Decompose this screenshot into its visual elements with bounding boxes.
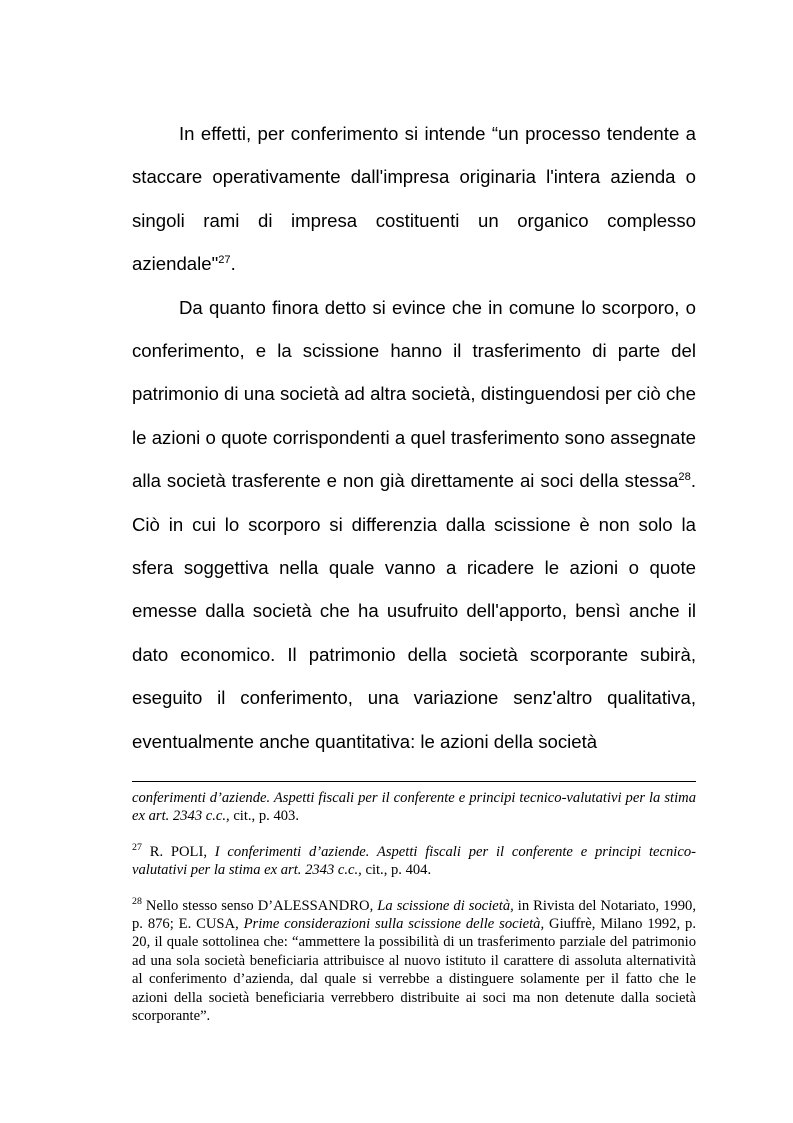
footnote-number: 27 <box>132 841 142 853</box>
footnote-27: $^{27}$ R. POLI, I conferimenti d’aziende. Aspetti fiscali per il conferente e principi tecnico-valutativi per la stima ex art. 2343 c.c., cit., p. 404. <box>132 841 696 879</box>
footnote-continued: conferimenti d’aziende. Aspetti fiscali per il conferente e principi tecnico-valutativi per la stima ex art. 2343 c.c., cit., p. 403. <box>132 790 696 825</box>
paragraph-1: In effetti, per conferimento si intende “un processo tendente a staccare operativamente dall'impresa originaria l'intera azienda o singoli rami di impresa costituenti un organico complesso aziendale"$^{27}$. <box>132 123 696 275</box>
main-text <box>132 112 696 763</box>
footnote-separator <box>132 781 696 782</box>
footnotes <box>132 789 696 1025</box>
footnote-28: $^{28}$ Nello stesso senso D’ALESSANDRO, La scissione di società, in Rivista del Notariato, 1990, p. 876; E. CUSA, Prime considerazioni sulla scissione delle società, Giuffrè, Milano 1992, p. 20, il quale sottolinea che: “ammettere la possibilità di un trasferimento parziale del patrimonio ad una sola società beneficiaria attribuisce al nuovo istituto il carattere di assoluta alternatività al conferimento d’azienda, dal quale si verrebbe a distinguere solamente per il fatto che le azioni della società beneficiaria verrebbero distribuite ai soci ma non detenute dalla società scorporante”. <box>132 895 697 1025</box>
footnote-ref-27: 27 <box>218 254 231 267</box>
footnote-number: 28 <box>132 895 142 907</box>
paragraph-2: Da quanto finora detto si evince che in comune lo scorporo, o conferimento, e la scissione hanno il trasferimento di parte del patrimonio di una società ad altra società, distinguendosi per ciò che le azioni o quote corrispondenti a quel trasferimento sono assegnate alla società trasferente e non già direttamente ai soci della stessa$^{28}$. Ciò in cui lo scorporo si differenzia dalla scissione è non solo la sfera soggettiva nella quale vanno a ricadere le azioni o quote emesse dalla società che ha usufruito dell'apporto, bensì anche il dato economico. Il patrimonio della società scorporante subirà, eseguito il conferimento, una variazione senz'altro qualitativa, eventualmente anche quantitativa: le azioni della società <box>132 296 696 752</box>
footnote-ref-28: 28 <box>678 471 691 484</box>
